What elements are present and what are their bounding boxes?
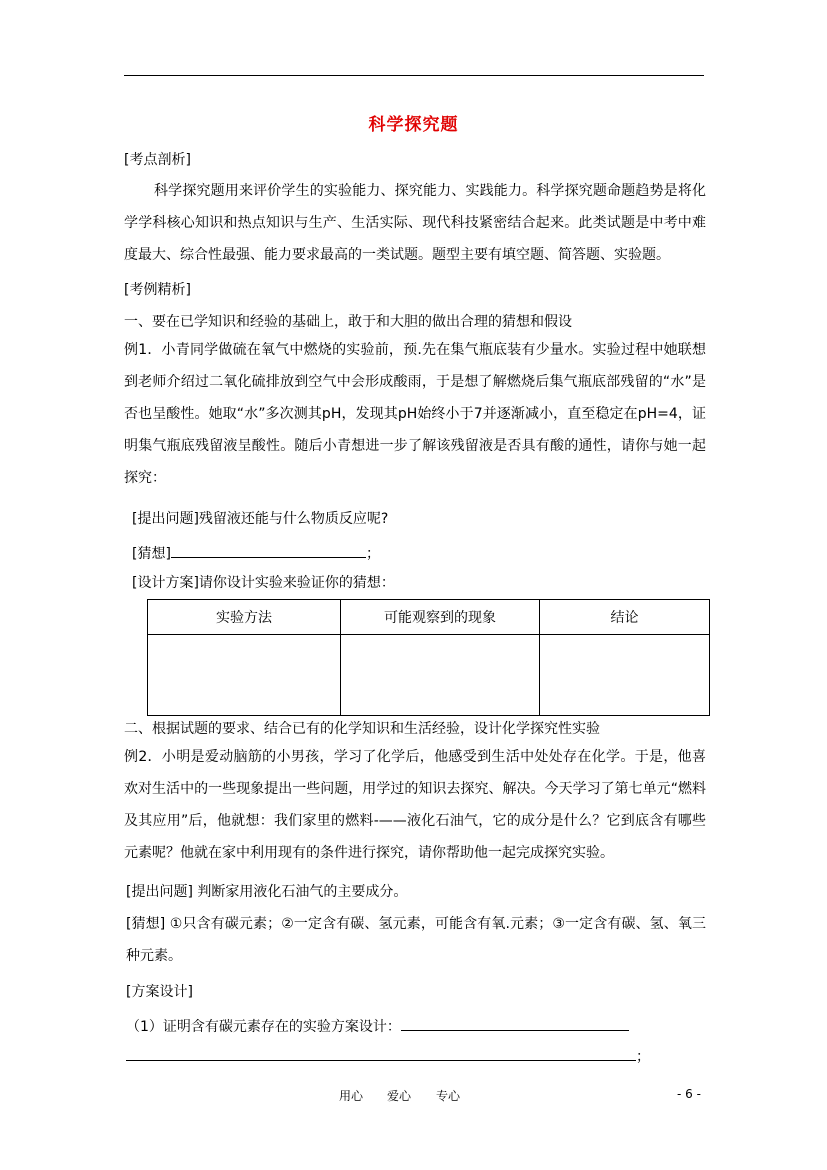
plan-one — [126, 1014, 629, 1037]
section-label-examples: [考例精析] — [124, 282, 191, 298]
heading-two: 二、根据试题的要求、结合已有的化学知识和生活经验，设计化学探究性实验 — [124, 721, 600, 737]
plan-one-blank-b[interactable] — [126, 1044, 636, 1061]
plan-label: [方案设计] — [126, 984, 193, 1000]
table-cell-phenomenon[interactable] — [341, 635, 540, 716]
example-two-text: 例2．小明是爱动脑筋的小男孩，学习了化学后，他感受到生活中处处存在化学。于是，他喜欢对生活中的一些现象提出一些问题，用学过的知识去探究、解决。今天学习了第七单元“燃料及其应用”后，他就想：我们家里的燃料-——液化石油气，它的成分是什么？它到底含有哪些元素呢？他就在家中利用现有的条件进行探究，请你帮助他一起完成探究实验。 — [124, 749, 706, 861]
header-rule — [124, 75, 704, 76]
guess-one-label: [猜想] — [132, 546, 171, 562]
question-one: [提出问题]残留液还能与什么物质反应呢? — [132, 511, 389, 527]
design-one: [设计方案]请你设计实验来验证你的猜想： — [132, 575, 395, 591]
plan-one-continued — [126, 1044, 650, 1067]
example-one-text: 例1．小青同学做硫在氧气中燃烧的实验前，预.先在集气瓶底装有少量水。实验过程中她联想到老师介绍过二氧化硫排放到空气中会形成酸雨，于是想了解燃烧后集气瓶底部残留的“水”是否也呈酸性。她取“水”多次测其pH，发现其pH始终小于7并逐渐减小，直至稳定在pH=4，证明集气瓶底残留液呈酸性。随后小青想进一步了解该残留液是否具有酸的通性，请你与她一起探究： — [124, 342, 706, 486]
guess-one-end: ； — [365, 546, 380, 562]
section-label-analysis: [考点剖析] — [124, 152, 191, 168]
page-number: - 6 - — [677, 1087, 701, 1101]
heading-one: 一、要在已学知识和经验的基础上，敢于和大胆的做出合理的猜想和假设 — [124, 314, 572, 330]
table-header-row — [148, 600, 710, 635]
guess-two: [猜想] ①只含有碳元素；②一定含有碳、氢元素，可能含有氧.元素；③一定含有碳、氢、氧三种元素。 — [126, 916, 706, 964]
experiment-table — [147, 599, 710, 716]
table-header-conclusion: 结论 — [540, 600, 710, 635]
footer-motto-3: 专心 — [436, 1089, 461, 1103]
table-cell-method[interactable] — [148, 635, 341, 716]
plan-one-label: （1）证明含有碳元素存在的实验方案设计： — [126, 1019, 401, 1035]
table-header-phenomenon: 可能观察到的现象 — [341, 600, 540, 635]
footer-motto-1: 用心 — [339, 1089, 364, 1103]
guess-one-blank[interactable] — [171, 541, 366, 558]
plan-one-end: ； — [636, 1049, 650, 1065]
table-cell-conclusion[interactable] — [540, 635, 710, 716]
footer-motto-2: 爱心 — [387, 1089, 412, 1103]
question-two: [提出问题] 判断家用液化石油气的主要成分。 — [126, 884, 408, 900]
intro-paragraph: 科学探究题用来评价学生的实验能力、探究能力、实践能力。科学探究题命题趋势是将化学学科核心知识和热点知识与生产、生活实际、现代科技紧密结合起来。此类试题是中考中难度最大、综合性最强、能力要求最高的一类试题。题型主要有填空题、简答题、实验题。 — [124, 183, 706, 263]
table-header-method: 实验方法 — [148, 600, 341, 635]
plan-one-blank-a[interactable] — [401, 1014, 629, 1031]
guess-one — [132, 541, 380, 564]
table-row — [148, 635, 710, 716]
page-title: 科学探究题 — [368, 115, 459, 135]
